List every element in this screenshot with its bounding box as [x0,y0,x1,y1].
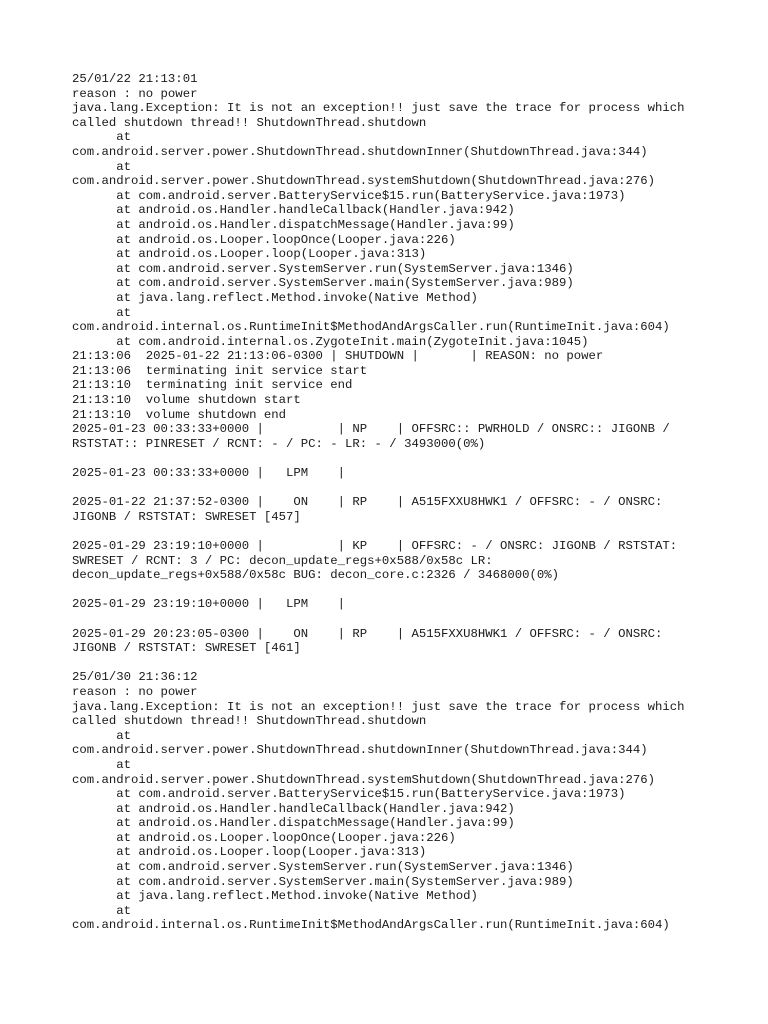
log-line: 2025-01-22 21:37:52-0300 | ON | RP | A515FXXU8HWK1 / OFFSRC: - / ONSRC: [72,495,663,510]
log-line: 2025-01-29 23:19:10+0000 | | KP | OFFSRC: - / ONSRC: JIGONB / RSTSTAT: [72,539,678,553]
log-line: 21:13:10 volume shutdown start [72,393,301,408]
log-line: at com.android.server.SystemServer.main(SystemServer.java:989) [72,276,574,291]
log-line: reason : no power [72,86,198,101]
log-line: at [72,757,132,772]
log-line: JIGONB / RSTSTAT: SWRESET [461] [72,641,301,656]
log-line [72,481,712,496]
log-line: at [72,159,132,174]
log-line: RSTSTAT:: PINRESET / RCNT: - / PC: - LR: - / 3493000(0%) [72,436,486,451]
log-line: at com.android.server.SystemServer.main(SystemServer.java:989) [72,874,574,889]
log-line: 25/01/30 21:36:12 [72,670,198,685]
log-line: at [72,728,132,743]
log-line: at java.lang.reflect.Method.invoke(Native Method) [72,290,478,305]
log-line [72,656,712,671]
log-line: 2025-01-29 23:19:10+0000 | LPM | [72,597,346,612]
log-line: at [72,903,132,918]
log-line [72,451,712,466]
log-line: 2025-01-29 20:23:05-0300 | ON | RP | A515FXXU8HWK1 / OFFSRC: - / ONSRC: [72,626,663,641]
log-line: at android.os.Looper.loopOnce(Looper.java:226) [72,830,456,845]
log-line: com.android.internal.os.RuntimeInit$MethodAndArgsCaller.run(RuntimeInit.java:604) [72,918,670,933]
log-line: called shutdown thread!! ShutdownThread.shutdown [72,714,427,729]
log-line [72,524,712,539]
log-line: java.lang.Exception: It is not an exception!! just save the trace for process which [72,101,685,116]
log-line: JIGONB / RSTSTAT: SWRESET [457] [72,509,301,524]
log-line: at android.os.Handler.handleCallback(Handler.java:942) [72,203,515,218]
log-line: at com.android.server.BatteryService$15.run(BatteryService.java:1973) [72,787,626,802]
log-line: 2025-01-23 00:33:33+0000 | | NP | OFFSRC:: PWRHOLD / ONSRC:: JIGONB / [72,422,670,437]
log-line: 21:13:06 2025-01-22 21:13:06-0300 | SHUTDOWN | | REASON: no power [72,349,604,364]
log-line: 2025-01-23 00:33:33+0000 | LPM | [72,466,346,481]
log-line: java.lang.Exception: It is not an exception!! just save the trace for process which [72,699,685,714]
log-line: at com.android.internal.os.ZygoteInit.main(ZygoteInit.java:1045) [72,334,589,349]
log-line: com.android.server.power.ShutdownThread.shutdownInner(ShutdownThread.java:344) [72,144,648,159]
log-line: com.android.server.power.ShutdownThread.systemShutdown(ShutdownThread.java:276) [72,772,655,787]
log-line: com.android.internal.os.RuntimeInit$MethodAndArgsCaller.run(RuntimeInit.java:604) [72,320,670,335]
log-line: 21:13:10 volume shutdown end [72,407,287,422]
log-line [72,583,712,598]
log-line: at android.os.Handler.dispatchMessage(Handler.java:99) [72,217,515,232]
log-line: at com.android.server.BatteryService$15.run(BatteryService.java:1973) [72,188,626,203]
log-line: 21:13:10 terminating init service end [72,378,353,393]
log-line: 21:13:06 terminating init service start [72,363,368,378]
log-line: 25/01/22 21:13:01 [72,72,198,86]
log-line: at java.lang.reflect.Method.invoke(Native Method) [72,889,478,904]
log-line [72,612,712,627]
log-line: SWRESET / RCNT: 3 / PC: decon_update_regs+0x588/0x58c LR: [72,553,493,568]
log-line: reason : no power [72,684,198,699]
log-line: at android.os.Handler.dispatchMessage(Handler.java:99) [72,816,515,831]
log-line: called shutdown thread!! ShutdownThread.shutdown [72,115,427,130]
log-line: at [72,130,132,145]
log-line: at com.android.server.SystemServer.run(SystemServer.java:1346) [72,860,574,875]
log-line: at com.android.server.SystemServer.run(SystemServer.java:1346) [72,261,574,276]
log-line: at android.os.Looper.loopOnce(Looper.java:226) [72,232,456,247]
log-line: at android.os.Looper.loop(Looper.java:313) [72,845,427,860]
log-line: com.android.server.power.ShutdownThread.systemShutdown(ShutdownThread.java:276) [72,174,655,189]
log-line: at android.os.Looper.loop(Looper.java:313) [72,247,427,262]
log-text-block [72,72,712,933]
log-line: decon_update_regs+0x588/0x58c BUG: decon_core.c:2326 / 3468000(0%) [72,568,560,583]
log-line: at android.os.Handler.handleCallback(Handler.java:942) [72,801,515,816]
log-line: at [72,305,132,320]
log-line: com.android.server.power.ShutdownThread.shutdownInner(ShutdownThread.java:344) [72,743,648,758]
